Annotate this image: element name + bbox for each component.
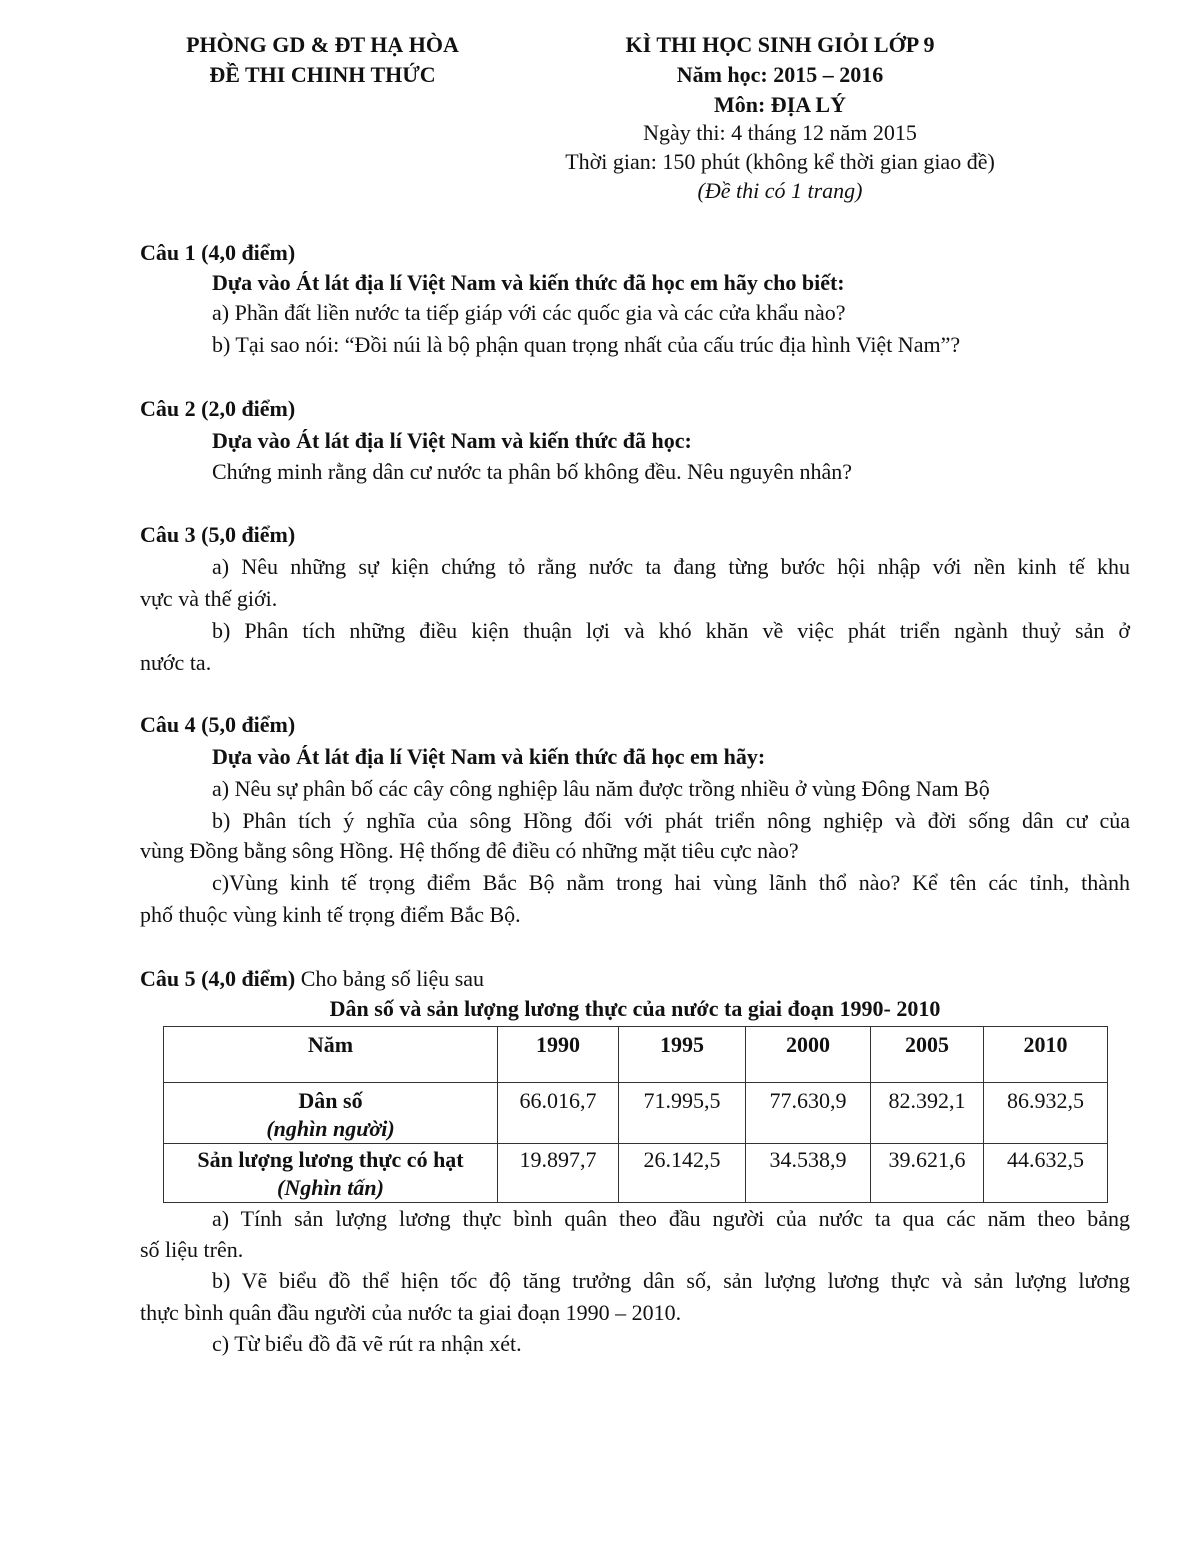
table-cell: 39.621,6 <box>871 1144 984 1203</box>
table-cell: 34.538,9 <box>746 1144 871 1203</box>
question-5-label: Câu 5 (4,0 điểm) <box>140 966 296 991</box>
question-4-part-b-line2: vùng Đồng bằng sông Hồng. Hệ thống đê điều có những mặt tiêu cực nào? <box>140 838 799 863</box>
question-2-intro: Dựa vào Át lát địa lí Việt Nam và kiến thức đã học: <box>212 428 692 453</box>
table-cell: 77.630,9 <box>746 1083 871 1144</box>
question-5-part-b-line2: thực bình quân đầu người của nước ta giai đoạn 1990 – 2010. <box>140 1300 682 1325</box>
table-cell: 19.897,7 <box>498 1144 619 1203</box>
question-4-intro: Dựa vào Át lát địa lí Việt Nam và kiến thức đã học em hãy: <box>212 744 766 769</box>
question-3-part-b-line1: b) Phân tích những điều kiện thuận lợi và khó khăn về việc phát triển ngành thuỷ sản ở <box>212 618 1130 643</box>
table-row-population <box>164 1083 1108 1144</box>
question-5-prompt: Cho bảng số liệu sau <box>295 966 485 991</box>
subject: Môn: ĐỊA LÝ <box>713 92 846 117</box>
question-5-title <box>140 964 484 994</box>
question-4-part-b-line1: b) Phân tích ý nghĩa của sông Hồng đối với phát triển nông nghiệp và đời sống dân cư của <box>212 808 1130 833</box>
question-4-part-a: a) Nêu sự phân bố các cây công nghiệp lâu năm được trồng nhiều ở vùng Đông Nam Bộ <box>212 776 990 801</box>
data-table <box>163 1026 1108 1203</box>
question-3-part-a-line2: vực và thế giới. <box>140 586 278 611</box>
question-5-part-a-line1: a) Tính sản lượng lương thực bình quân theo đầu người của nước ta qua các năm theo bảng <box>212 1206 1130 1231</box>
question-1-part-b: b) Tại sao nói: “Đồi núi là bộ phận quan trọng nhất của cấu trúc địa hình Việt Nam”? <box>212 332 961 357</box>
table-header-year: 2005 <box>871 1027 984 1083</box>
exam-date: Ngày thi: 4 tháng 12 năm 2015 <box>643 120 917 145</box>
question-2-body: Chứng minh rằng dân cư nước ta phân bố không đều. Nêu nguyên nhân? <box>212 459 853 484</box>
page-count-note: (Đề thi có 1 trang) <box>697 178 863 203</box>
table-header-year-label: Năm <box>164 1027 498 1083</box>
table-cell: 26.142,5 <box>619 1144 746 1203</box>
question-1-intro: Dựa vào Át lát địa lí Việt Nam và kiến thức đã học em hãy cho biết: <box>212 270 845 295</box>
question-1-title: Câu 1 (4,0 điểm) <box>140 240 296 265</box>
table-cell: 66.016,7 <box>498 1083 619 1144</box>
table-header-year: 1990 <box>498 1027 619 1083</box>
table-header-year: 2000 <box>746 1027 871 1083</box>
question-4-part-c-line2: phố thuộc vùng kinh tế trọng điểm Bắc Bộ. <box>140 902 521 927</box>
table-cell: 44.632,5 <box>984 1144 1108 1203</box>
table-cell: 86.932,5 <box>984 1083 1108 1144</box>
table-header-row <box>164 1027 1108 1083</box>
row-label-unit: (nghìn người) <box>266 1116 395 1141</box>
school-year: Năm học: 2015 – 2016 <box>676 62 884 87</box>
table-caption: Dân số và sản lượng lương thực của nước ta giai đoạn 1990- 2010 <box>329 996 941 1021</box>
question-4-part-c-line1: c)Vùng kinh tế trọng điểm Bắc Bộ nằm trong hai vùng lãnh thổ nào? Kể tên các tỉnh, thành <box>212 870 1130 895</box>
table-header-year: 1995 <box>619 1027 746 1083</box>
question-3-part-a-line1: a) Nêu những sự kiện chứng tỏ rằng nước ta đang từng bước hội nhập với nền kinh tế khu <box>212 554 1130 579</box>
row-label-food-output <box>164 1144 498 1203</box>
question-5-part-b-line1: b) Vẽ biểu đồ thể hiện tốc độ tăng trưởng dân số, sản lượng lương thực và sản lượng lương <box>212 1268 1130 1293</box>
question-5-part-a-line2: số liệu trên. <box>140 1237 244 1262</box>
row-label-text: Dân số <box>298 1088 363 1113</box>
question-5-part-c: c) Từ biểu đồ đã vẽ rút ra nhận xét. <box>212 1331 522 1356</box>
table-header-year: 2010 <box>984 1027 1108 1083</box>
question-2-title: Câu 2 (2,0 điểm) <box>140 396 296 421</box>
question-3-title: Câu 3 (5,0 điểm) <box>140 522 296 547</box>
row-label-population <box>164 1083 498 1144</box>
table-cell: 71.995,5 <box>619 1083 746 1144</box>
row-label-unit: (Nghìn tấn) <box>277 1175 384 1200</box>
exam-status: ĐỀ THI CHINH THỨC <box>209 62 436 87</box>
exam-title: KÌ THI HỌC SINH GIỎI LỚP 9 <box>625 32 935 57</box>
question-1-part-a: a) Phần đất liền nước ta tiếp giáp với các quốc gia và các cửa khẩu nào? <box>212 300 846 325</box>
question-4-title: Câu 4 (5,0 điểm) <box>140 712 296 737</box>
table-row-food-output <box>164 1144 1108 1203</box>
table-cell: 82.392,1 <box>871 1083 984 1144</box>
row-label-text: Sản lượng lương thực có hạt <box>197 1147 464 1172</box>
exam-duration: Thời gian: 150 phút (không kể thời gian giao đề) <box>565 149 995 174</box>
question-3-part-b-line2: nước ta. <box>140 650 212 675</box>
department-name: PHÒNG GD & ĐT HẠ HÒA <box>186 32 459 57</box>
